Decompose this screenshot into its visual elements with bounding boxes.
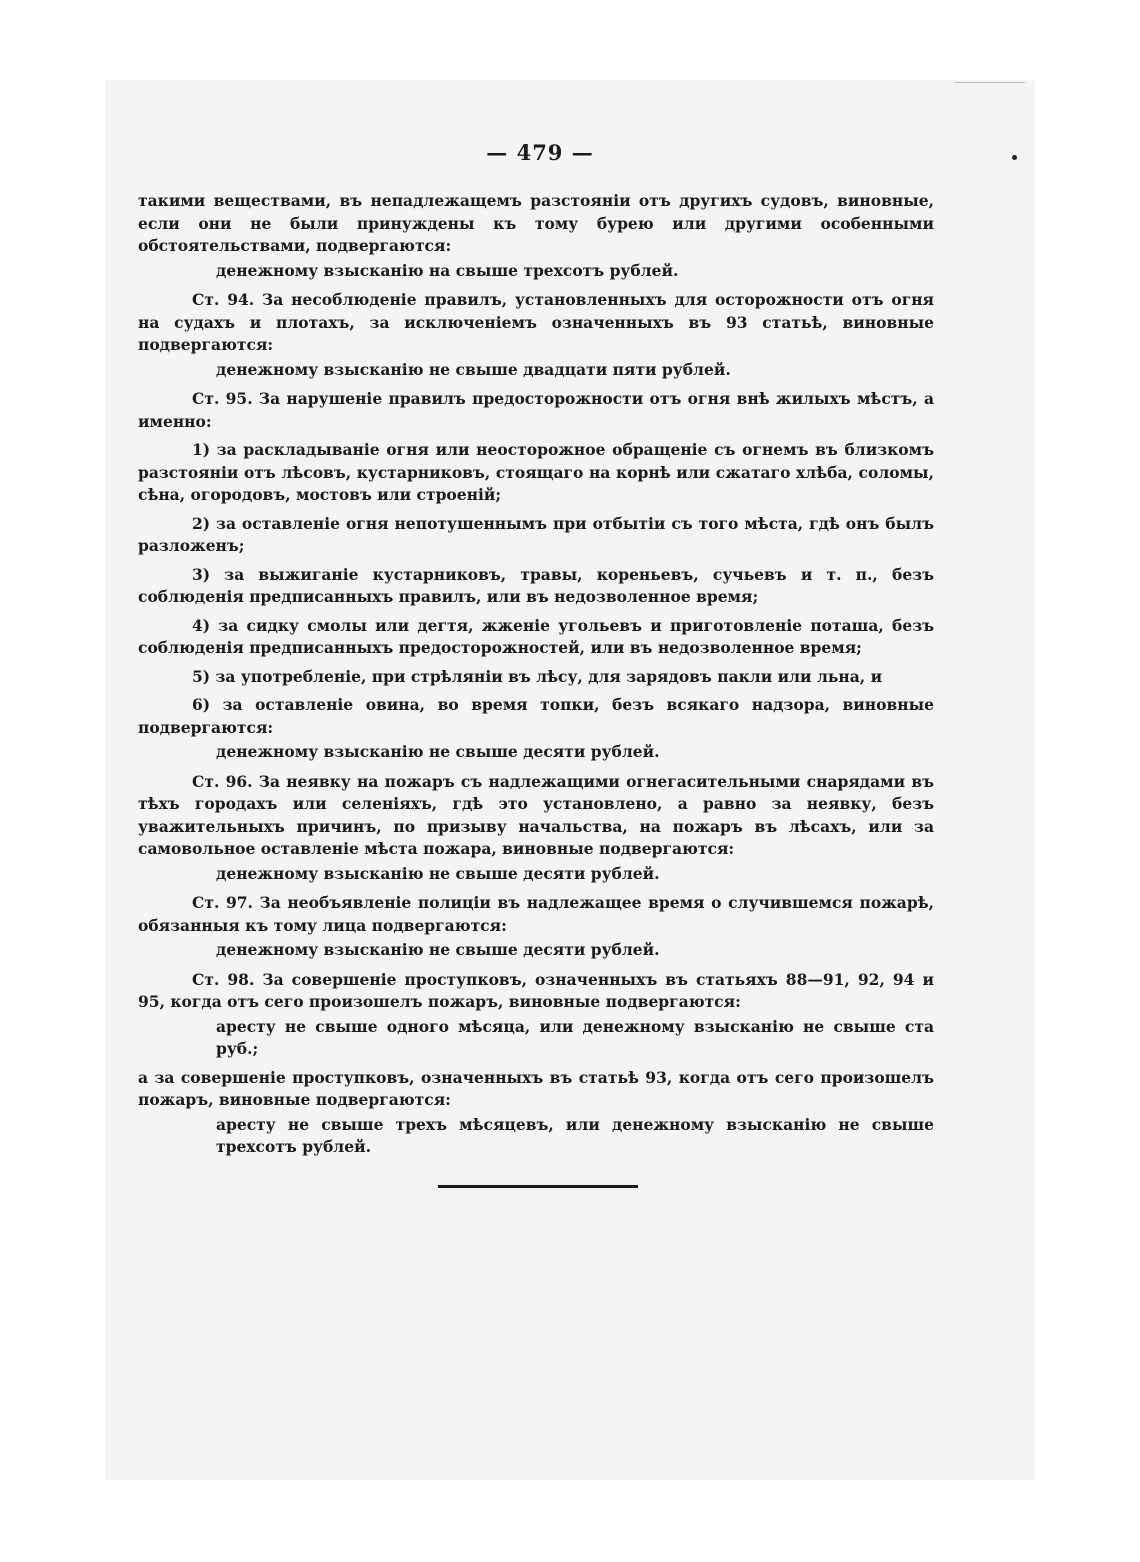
penalty-line: аресту не свыше трехъ мѣсяцевъ, или денежному взысканію не свыше трехсотъ рублей. — [216, 1114, 934, 1156]
page-number: — 479 — — [486, 140, 594, 165]
article-98: Ст. 98. За совершеніе проступковъ, означенныхъ въ статьяхъ 88—91, 92, 94 и 95, когда отъ сего произошелъ пожаръ, виновные подвергаются: — [138, 969, 934, 1011]
page-text — [138, 190, 934, 1159]
article-95-item-6: 6) за оставленіе овина, во время топки, безъ всякаго надзора, виновные подвергаются: — [138, 695, 934, 737]
article-95-item-2: 2) за оставленіе огня непотушеннымъ при отбытіи съ того мѣста, гдѣ онъ былъ разложенъ; — [138, 513, 934, 555]
article-95: Ст. 95. За нарушеніе правилъ предосторожности отъ огня внѣ жилыхъ мѣстъ, а именно: — [138, 389, 934, 431]
penalty-line: денежному взысканію не свыше десяти рублей. — [216, 863, 660, 883]
penalty-line: денежному взысканію не свыше десяти рублей. — [216, 940, 660, 959]
section-end-rule — [438, 1185, 638, 1188]
article-95-item-1: 1) за раскладываніе огня или неосторожное обращеніе съ огнемъ въ близкомъ разстояніи отъ лѣсовъ, кустарниковъ, стоящаго на корнѣ или сжатаго хлѣба, соломы, сѣна, огородовъ, мостовъ или строеній; — [138, 440, 934, 504]
article-96: Ст. 96. За неявку на пожаръ съ надлежащими огнегасительными снарядами въ тѣхъ городахъ или селеніяхъ, гдѣ это установлено, а равно за неявку, безъ уважительныхъ причинъ, по призыву начальства, на пожаръ въ лѣсахъ, или за самовольное оставленіе мѣста пожара, виновные подвергаются: — [138, 771, 934, 858]
penalty-line: денежному взысканію не свыше двадцати пяти рублей. — [216, 359, 731, 379]
article-94: Ст. 94. За несоблюденіе правилъ, установленныхъ для осторожности отъ огня на судахъ и плотахъ, за исключеніемъ означенныхъ въ 93 статьѣ, виновные подвергаются: — [138, 290, 934, 354]
scan-edge-line — [955, 82, 1025, 83]
penalty-line: аресту не свыше одного мѣсяца, или денежному взысканію не свыше ста руб.; — [216, 1016, 934, 1058]
article-97: Ст. 97. За необъявленіе полиціи въ надлежащее время о случившемся пожарѣ, обязанныя къ тому лица подвергаются: — [138, 893, 934, 935]
article-95-item-4: 4) за сидку смолы или дегтя, жженіе угольевъ и приготовленіе поташа, безъ соблюденія предписанныхъ предосторожностей, или въ недозволенное время; — [138, 615, 934, 657]
paragraph-continuation: а за совершеніе проступковъ, означенныхъ въ статьѣ 93, когда отъ сего произошелъ пожаръ, виновные подвергаются: — [138, 1067, 934, 1109]
penalty-line: денежному взысканію на свыше трехсотъ рублей. — [216, 260, 679, 280]
penalty-line: денежному взысканію не свыше десяти рублей. — [216, 742, 660, 761]
article-95-item-5: 5) за употребленіе, при стрѣляніи въ лѣсу, для зарядовъ пакли или льна, и — [192, 666, 883, 686]
paragraph-continuation: такими веществами, въ непадлежащемъ разстояніи отъ другихъ судовъ, виновные, если они не были принуждены къ тому бурею или другими особенными обстоятельствами, подвергаются: — [138, 191, 934, 255]
article-95-item-3: 3) за выжиганіе кустарниковъ, травы, кореньевъ, сучьевъ и т. п., безъ соблюденія предписанныхъ правилъ, или въ недозволенное время; — [138, 564, 934, 606]
